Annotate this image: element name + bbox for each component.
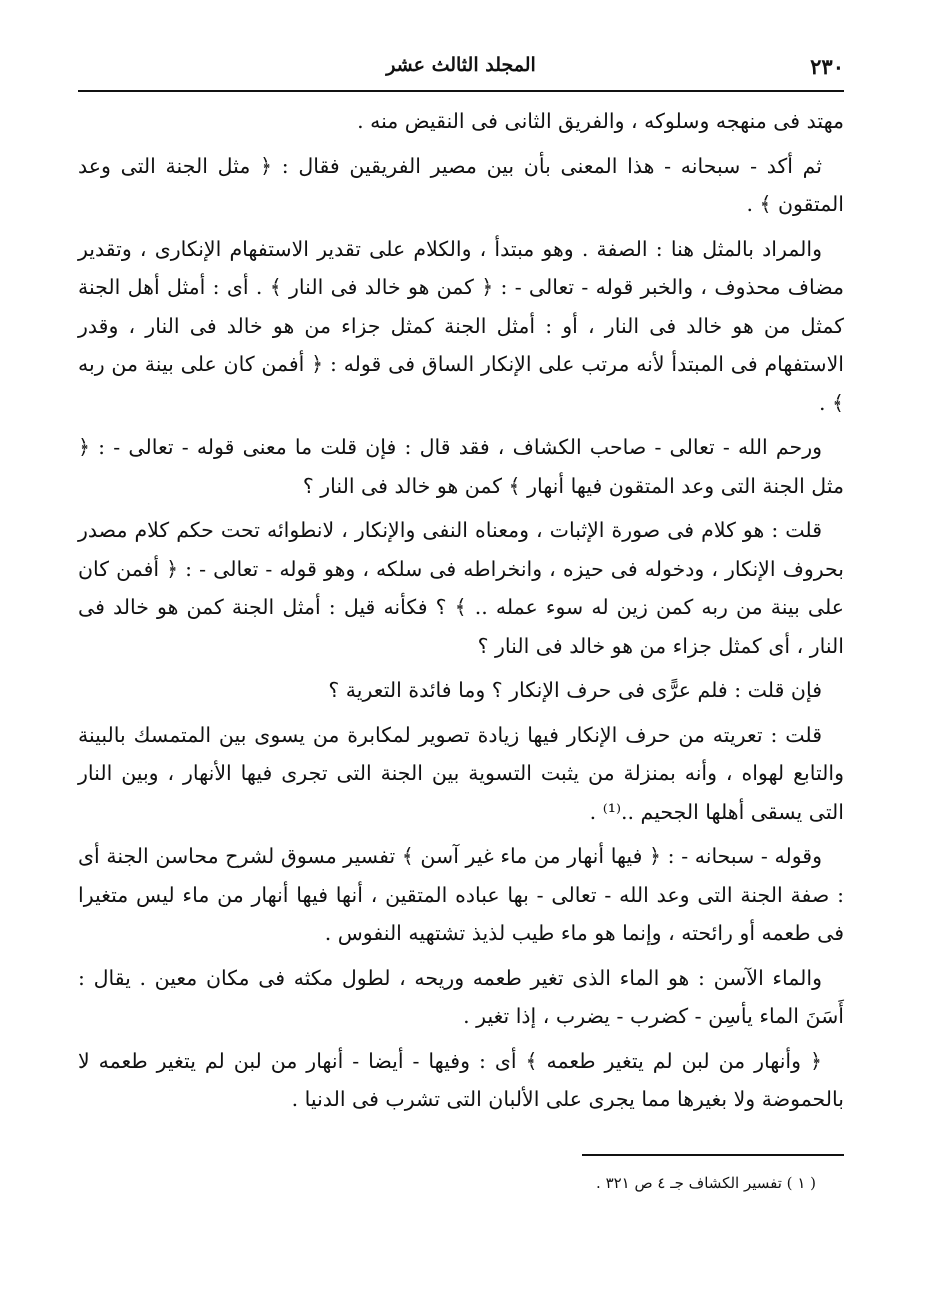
paragraph: وقوله - سبحانه - : ﴿ فيها أنهار من ماء غير آسن ﴾ تفسير مسوق لشرح محاسن الجنة أى : صفة الجنة التى وعد الله - تعالى - بها عباده المتقين ، أنها فيها أنهار من ماء ليس متغيرا فى طعمه أو رائحته ، وإنما هو ماء طيب لذيذ تشتهيه النفوس . xyxy=(78,844,844,945)
paragraph: مهتد فى منهجه وسلوكه ، والفريق الثانى فى النقيض منه . xyxy=(357,109,844,133)
paragraph: ورحم الله - تعالى - صاحب الكشاف ، فقد قال : فإن قلت ما معنى قوله - تعالى - : ﴿ مثل الجنة التى وعد المتقون فيها أنهار ﴾ كمن هو خالد فى النار ؟ xyxy=(78,435,844,498)
paragraph: قلت : تعريته من حرف الإنكار فيها زيادة تصوير لمكابرة من يسوى بين المتمسك بالبينة والتابع لهواه ، وأنه بمنزلة من يثبت التسوية بين الجنة التى تجرى فيها الأنهار ، وبين النار التى يسقى أهلها الجحيم ..⁽¹⁾ . xyxy=(78,722,844,824)
paragraph: والماء الآسن : هو الماء الذى تغير طعمه وريحه ، لطول مكثه فى مكان معين . يقال : أَسَنَ الماء يأسِن - كضرب - يضرب ، إذا تغير . xyxy=(78,965,844,1028)
running-head xyxy=(78,48,844,88)
footnote: ( ١ ) تفسير الكشاف جـ ٤ ص ٣٢١ . xyxy=(596,1174,816,1192)
paragraph: والمراد بالمثل هنا : الصفة . وهو مبتدأ ، والكلام على تقدير الاستفهام الإنكارى ، وتقدير مضاف محذوف ، والخبر قوله - تعالى - : ﴿ كمن هو خالد فى النار ﴾ . أى : أمثل أهل الجنة كمثل من هو خالد فى النار ، أو : أمثل الجنة كمثل جزاء من هو خالد فى النار ، وقدر الاستفهام فى المبتدأ لأنه مرتب على الإنكار الساق فى قوله : ﴿ أفمن كان على بينة من ربه ﴾ . xyxy=(78,236,844,415)
footnote-area xyxy=(78,1154,844,1192)
header-rule xyxy=(78,90,844,92)
paragraph: قلت : هو كلام فى صورة الإثبات ، ومعناه النفى والإنكار ، لانطوائه تحت حكم كلام مصدر بحروف الإنكار ، ودخوله فى حيزه ، وانخراطه فى سلكه ، وهو قوله - تعالى - : ﴿ أفمن كان على بينة من ربه كمن زين له سوء عمله .. ﴾ ؟ فكأنه قيل : أمثل الجنة كمن هو خالد فى النار ، أى كمثل جزاء من هو خالد فى النار ؟ xyxy=(78,518,844,658)
paragraph: ثم أكد - سبحانه - هذا المعنى بأن بين مصير الفريقين فقال : ﴿ مثل الجنة التى وعد المتقون ﴾ . xyxy=(78,153,844,216)
page xyxy=(78,48,844,1258)
footnote-rule xyxy=(582,1154,844,1156)
volume-title: المجلد الثالث عشر xyxy=(386,54,536,76)
body-text xyxy=(78,102,844,1119)
paragraph: فإن قلت : فلم عرًّى فى حرف الإنكار ؟ وما فائدة التعرية ؟ xyxy=(328,678,822,702)
paragraph: ﴿ وأنهار من لبن لم يتغير طعمه ﴾ أى : وفيها - أيضا - أنهار من لبن لم يتغير طعمه لا بالحموضة ولا بغيرها مما يجرى على الألبان التى تشرب فى الدنيا . xyxy=(78,1048,844,1111)
page-number: ٢٣٠ xyxy=(810,54,844,79)
